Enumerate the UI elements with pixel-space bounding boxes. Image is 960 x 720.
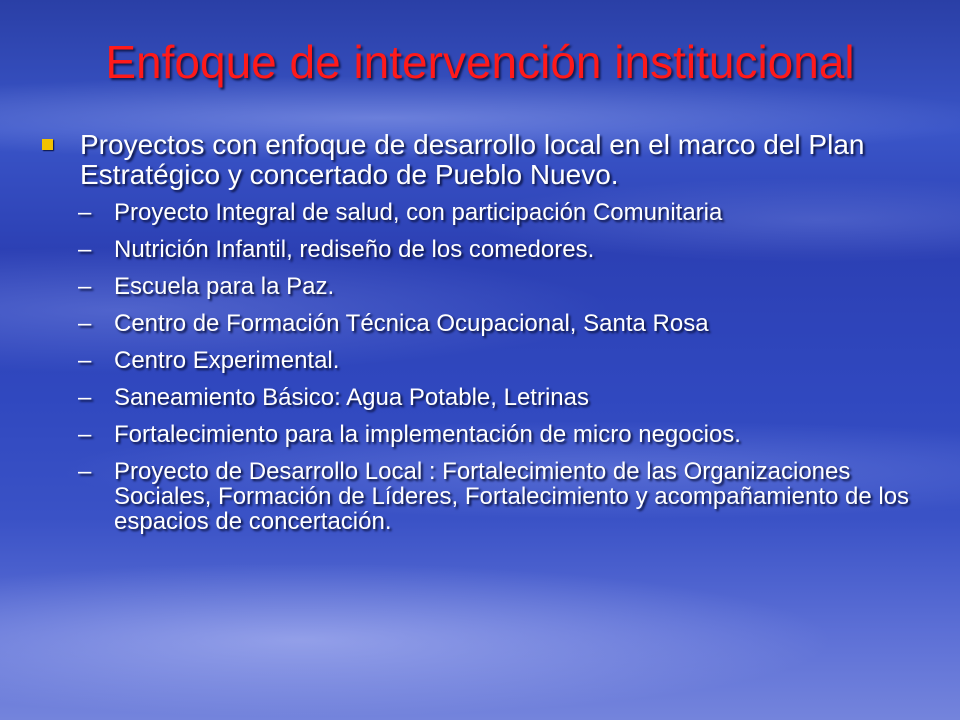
sub-bullet-list	[40, 200, 940, 534]
slide-title: Enfoque de intervención institucional	[105, 36, 855, 88]
dash-bullet-icon: –	[78, 384, 92, 411]
sub-bullet-text: Proyecto de Desarrollo Local : Fortalecimiento de las Organizaciones Sociales, Formación de Líderes, Fortalecimiento y acompañamiento de los espacios de concertación.	[114, 458, 910, 535]
dash-bullet-icon: –	[78, 199, 92, 226]
sub-bullet-item	[40, 422, 940, 447]
square-bullet-icon	[42, 139, 53, 150]
dash-bullet-icon: –	[78, 458, 92, 485]
dash-bullet-icon: –	[78, 421, 92, 448]
sub-bullet-text: Escuela para la Paz.	[114, 273, 335, 300]
dash-bullet-icon: –	[78, 347, 92, 374]
slide-content	[40, 130, 940, 546]
sub-bullet-text: Proyecto Integral de salud, con participación Comunitaria	[114, 199, 723, 226]
sub-bullet-text: Centro de Formación Técnica Ocupacional, Santa Rosa	[114, 310, 709, 337]
sub-bullet-item	[40, 274, 940, 299]
sub-bullet-item	[40, 311, 940, 336]
dash-bullet-icon: –	[78, 310, 92, 337]
dash-bullet-icon: –	[78, 273, 92, 300]
sub-bullet-item	[40, 237, 940, 262]
sub-bullet-item	[40, 459, 940, 534]
sub-bullet-item	[40, 200, 940, 225]
dash-bullet-icon: –	[78, 236, 92, 263]
sub-bullet-text: Saneamiento Básico: Agua Potable, Letrinas	[114, 384, 589, 411]
sub-bullet-text: Centro Experimental.	[114, 347, 340, 374]
main-bullet-item	[40, 130, 940, 190]
sub-bullet-text: Fortalecimiento para la implementación de micro negocios.	[114, 421, 741, 448]
sub-bullet-text: Nutrición Infantil, rediseño de los comedores.	[114, 236, 595, 263]
main-bullet-text: Proyectos con enfoque de desarrollo local en el marco del Plan Estratégico y concertado de Pueblo Nuevo.	[80, 129, 865, 190]
sub-bullet-item	[40, 385, 940, 410]
sub-bullet-item	[40, 348, 940, 373]
